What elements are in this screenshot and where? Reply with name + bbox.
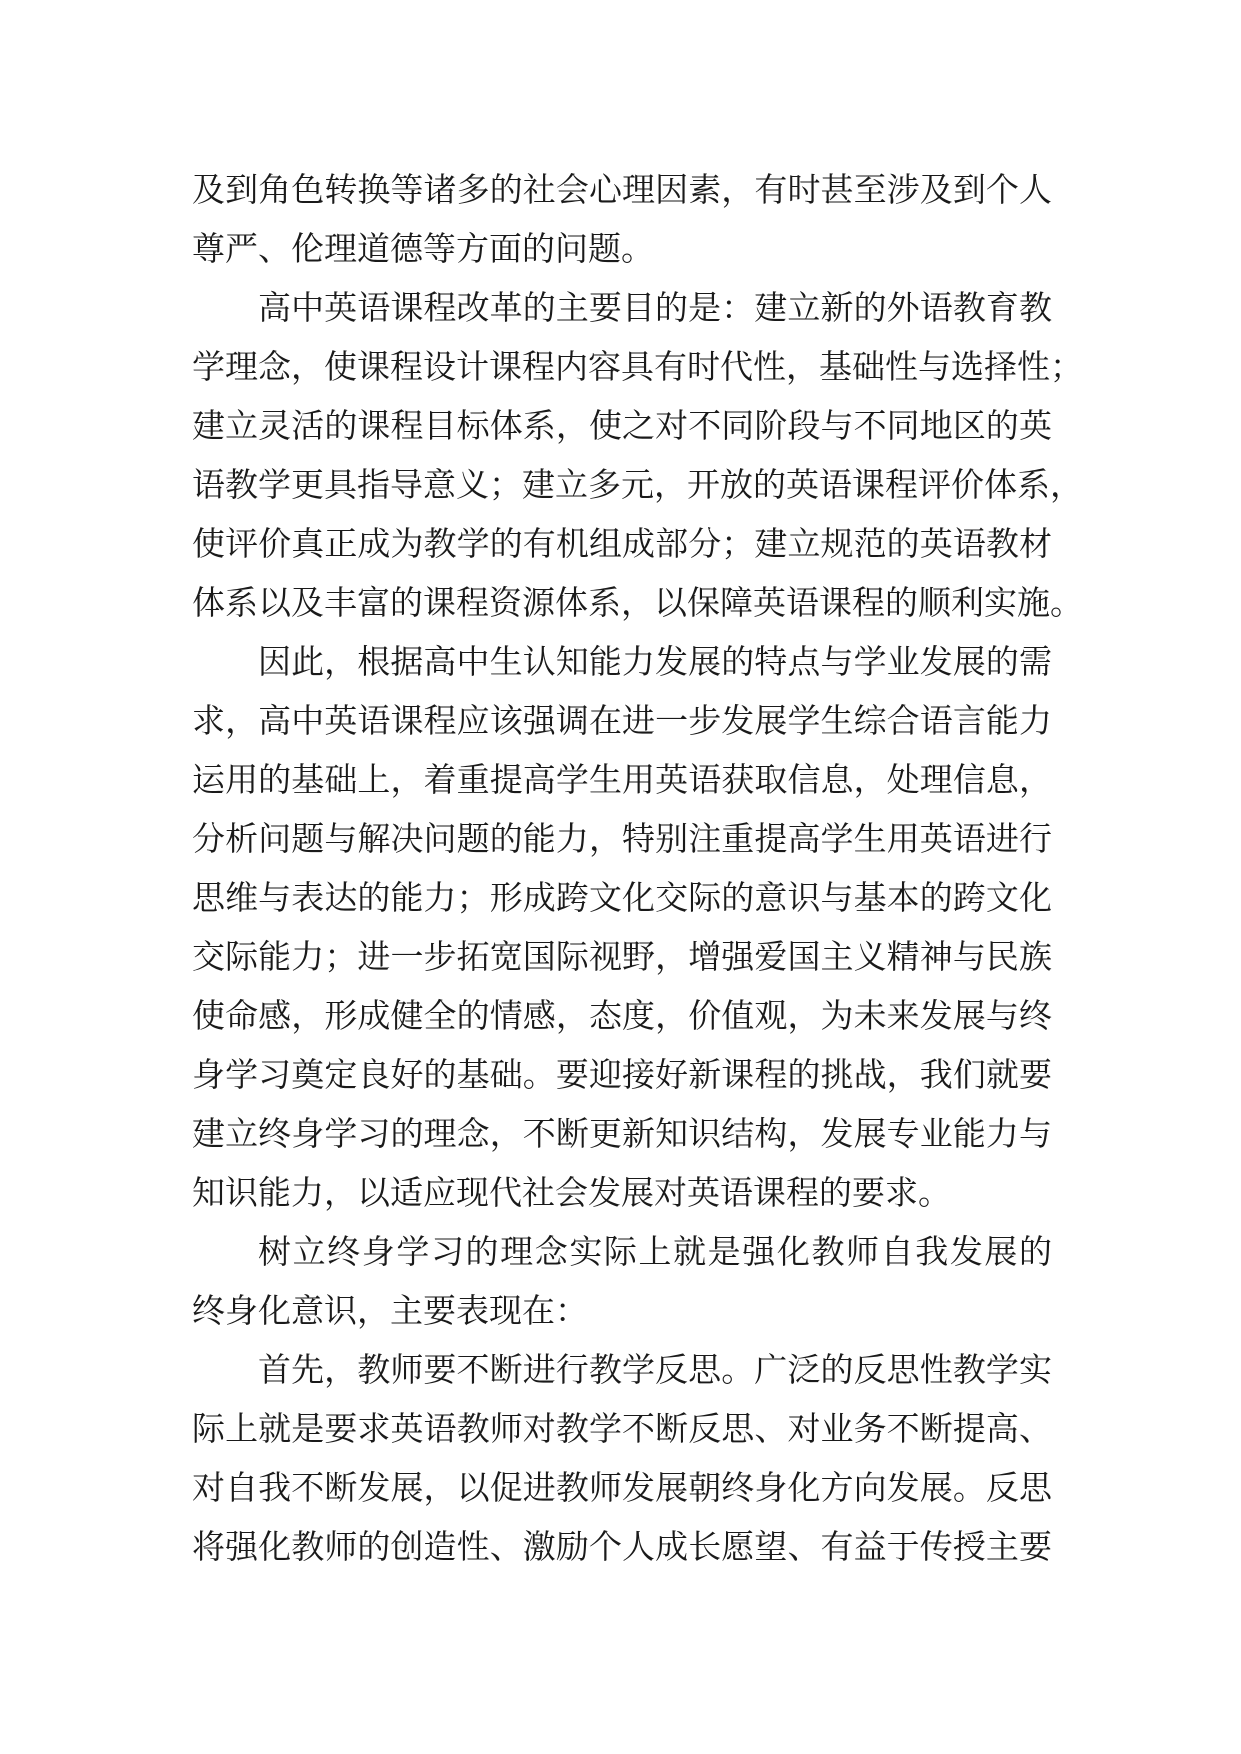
paragraph-1 xyxy=(192,160,1052,278)
text-line: 语教学更具指导意义；建立多元，开放的英语课程评价体系， xyxy=(192,465,1083,504)
text-line: 身学习奠定良好的基础。要迎接好新课程的挑战，我们就要 xyxy=(192,1055,1052,1094)
text-line: 学理念，使课程设计课程内容具有时代性，基础性与选择性； xyxy=(192,347,1083,386)
paragraph-5 xyxy=(192,1340,1052,1576)
text-line: 使命感，形成健全的情感，态度，价值观，为未来发展与终 xyxy=(192,996,1052,1035)
text-line: 体系以及丰富的课程资源体系，以保障英语课程的顺利实施。 xyxy=(192,583,1083,622)
text-line: 及到角色转换等诸多的社会心理因素，有时甚至涉及到个人 xyxy=(192,170,1052,209)
text-line: 建立终身学习的理念，不断更新知识结构，发展专业能力与 xyxy=(192,1114,1052,1153)
text-line: 高中英语课程改革的主要目的是：建立新的外语教育教 xyxy=(258,288,1052,327)
text-line: 首先，教师要不断进行教学反思。广泛的反思性教学实 xyxy=(258,1350,1052,1389)
text-line: 因此，根据高中生认知能力发展的特点与学业发展的需 xyxy=(258,642,1052,681)
text-line: 尊严、伦理道德等方面的问题。 xyxy=(192,229,654,268)
text-line: 思维与表达的能力；形成跨文化交际的意识与基本的跨文化 xyxy=(192,878,1052,917)
text-line: 分析问题与解决问题的能力，特别注重提高学生用英语进行 xyxy=(192,819,1052,858)
text-line: 建立灵活的课程目标体系，使之对不同阶段与不同地区的英 xyxy=(192,406,1052,445)
paragraph-4 xyxy=(192,1222,1052,1340)
text-line: 运用的基础上，着重提高学生用英语获取信息，处理信息， xyxy=(192,760,1052,799)
text-line: 交际能力；进一步拓宽国际视野，增强爱国主义精神与民族 xyxy=(192,937,1052,976)
text-line: 树立终身学习的理念实际上就是强化教师自我发展的 xyxy=(258,1232,1052,1271)
document-body xyxy=(192,160,1083,1576)
text-line: 将强化教师的创造性、激励个人成长愿望、有益于传授主要 xyxy=(192,1527,1052,1566)
text-line: 对自我不断发展，以促进教师发展朝终身化方向发展。反思 xyxy=(192,1468,1052,1507)
paragraph-3 xyxy=(192,632,1052,1222)
paragraph-2 xyxy=(192,278,1083,632)
text-line: 使评价真正成为教学的有机组成部分；建立规范的英语教材 xyxy=(192,524,1052,563)
text-line: 求，高中英语课程应该强调在进一步发展学生综合语言能力 xyxy=(192,701,1052,740)
text-line: 终身化意识，主要表现在： xyxy=(192,1291,588,1330)
text-line: 际上就是要求英语教师对教学不断反思、对业务不断提高、 xyxy=(192,1409,1052,1448)
text-line: 知识能力，以适应现代社会发展对英语课程的要求。 xyxy=(192,1173,951,1212)
